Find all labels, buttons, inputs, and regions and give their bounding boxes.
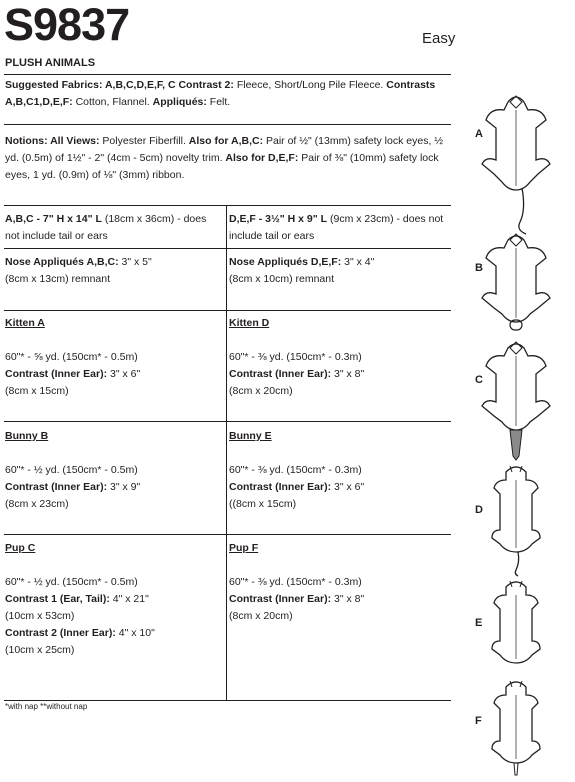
view-label: E <box>475 617 483 629</box>
nose-applique-right: Nose Appliqués D,E,F: 3" x 4" (8cm x 10cm) remnant <box>229 256 375 285</box>
view-label: B <box>475 262 483 274</box>
footnote: *with nap **without nap <box>5 702 88 711</box>
divider <box>4 205 451 206</box>
size-right: D,E,F - 3½" H x 9" L (9cm x 23cm) - does not include tail or ears <box>229 213 444 242</box>
view-e-illustration <box>466 575 566 675</box>
bunny-e-cell: Bunny E 60"* - ⅜ yd. (150cm* - 0.3m) Contrast (Inner Ear): 3" x 6" ((8cm x 15cm) <box>229 430 365 510</box>
pup-f-cell: Pup F 60"* - ⅜ yd. (150cm* - 0.3m) Contrast (Inner Ear): 3" x 8" (8cm x 20cm) <box>229 542 365 622</box>
bunny-b-cell: Bunny B 60"* - ½ yd. (150cm* - 0.5m) Contrast (Inner Ear): 3" x 9" (8cm x 23cm) <box>5 430 141 510</box>
view-c-illustration <box>466 338 566 463</box>
table-row-divider <box>4 421 451 422</box>
pup-f-outline-icon <box>466 675 566 780</box>
view-d-illustration <box>466 458 566 578</box>
pattern-number: S9837 <box>4 0 130 50</box>
table-column-divider <box>226 205 227 701</box>
view-label: C <box>475 374 483 386</box>
kitten-a-cell: Kitten A 60"* - ⅝ yd. (150cm* - 0.5m) Contrast (Inner Ear): 3" x 6" (8cm x 15cm) <box>5 317 141 397</box>
divider <box>4 74 451 75</box>
view-a-illustration <box>466 90 566 240</box>
divider <box>4 124 451 125</box>
view-label: A <box>475 128 483 140</box>
kitten-a-outline-icon <box>466 90 566 240</box>
table-row-divider <box>4 534 451 535</box>
view-label: F <box>475 715 482 727</box>
difficulty-label: Easy <box>422 30 456 47</box>
kitten-d-cell: Kitten D 60"* - ⅜ yd. (150cm* - 0.3m) Contrast (Inner Ear): 3" x 8" (8cm x 20cm) <box>229 317 365 397</box>
fabrics-paragraph: Suggested Fabrics: A,B,C,D,E,F, C Contrast 2: Fleece, Short/Long Pile Fleece. Contrasts A,B,C1,D,E,F: Cotton, Flannel. Appliqués: Felt. <box>5 79 436 108</box>
pattern-subtitle: PLUSH ANIMALS <box>5 57 96 69</box>
bunny-b-outline-icon <box>466 230 566 340</box>
size-left: A,B,C - 7" H x 14" L (18cm x 36cm) - does not include tail or ears <box>5 213 207 242</box>
bunny-e-outline-icon <box>466 575 566 675</box>
table-row-divider <box>4 700 451 701</box>
table-row-divider <box>4 248 451 249</box>
notions-paragraph: Notions: All Views: Polyester Fiberfill. Also for A,B,C: Pair of ½" (13mm) safety lock eyes, ½ yd. (0.5m) of 1½" - 2" (4cm - 5cm) novelty trim. Also for D,E,F: Pair of ⅜" (10mm) safety lock eyes, 1 yd. (0.9m) of ⅛" (3mm) ribbon. <box>5 135 444 181</box>
nose-applique-left: Nose Appliqués A,B,C: 3" x 5" (8cm x 13cm) remnant <box>5 256 152 285</box>
pup-c-outline-icon <box>466 338 566 463</box>
table-row-divider <box>4 310 451 311</box>
view-f-illustration <box>466 675 566 780</box>
pup-c-cell: Pup C 60"* - ½ yd. (150cm* - 0.5m) Contrast 1 (Ear, Tail): 4" x 21" (10cm x 53cm) Contrast 2 (Inner Ear): 4" x 10" (10cm x 25cm) <box>5 542 155 656</box>
view-label: D <box>475 504 483 516</box>
kitten-d-outline-icon <box>466 458 566 578</box>
view-b-illustration <box>466 230 566 340</box>
